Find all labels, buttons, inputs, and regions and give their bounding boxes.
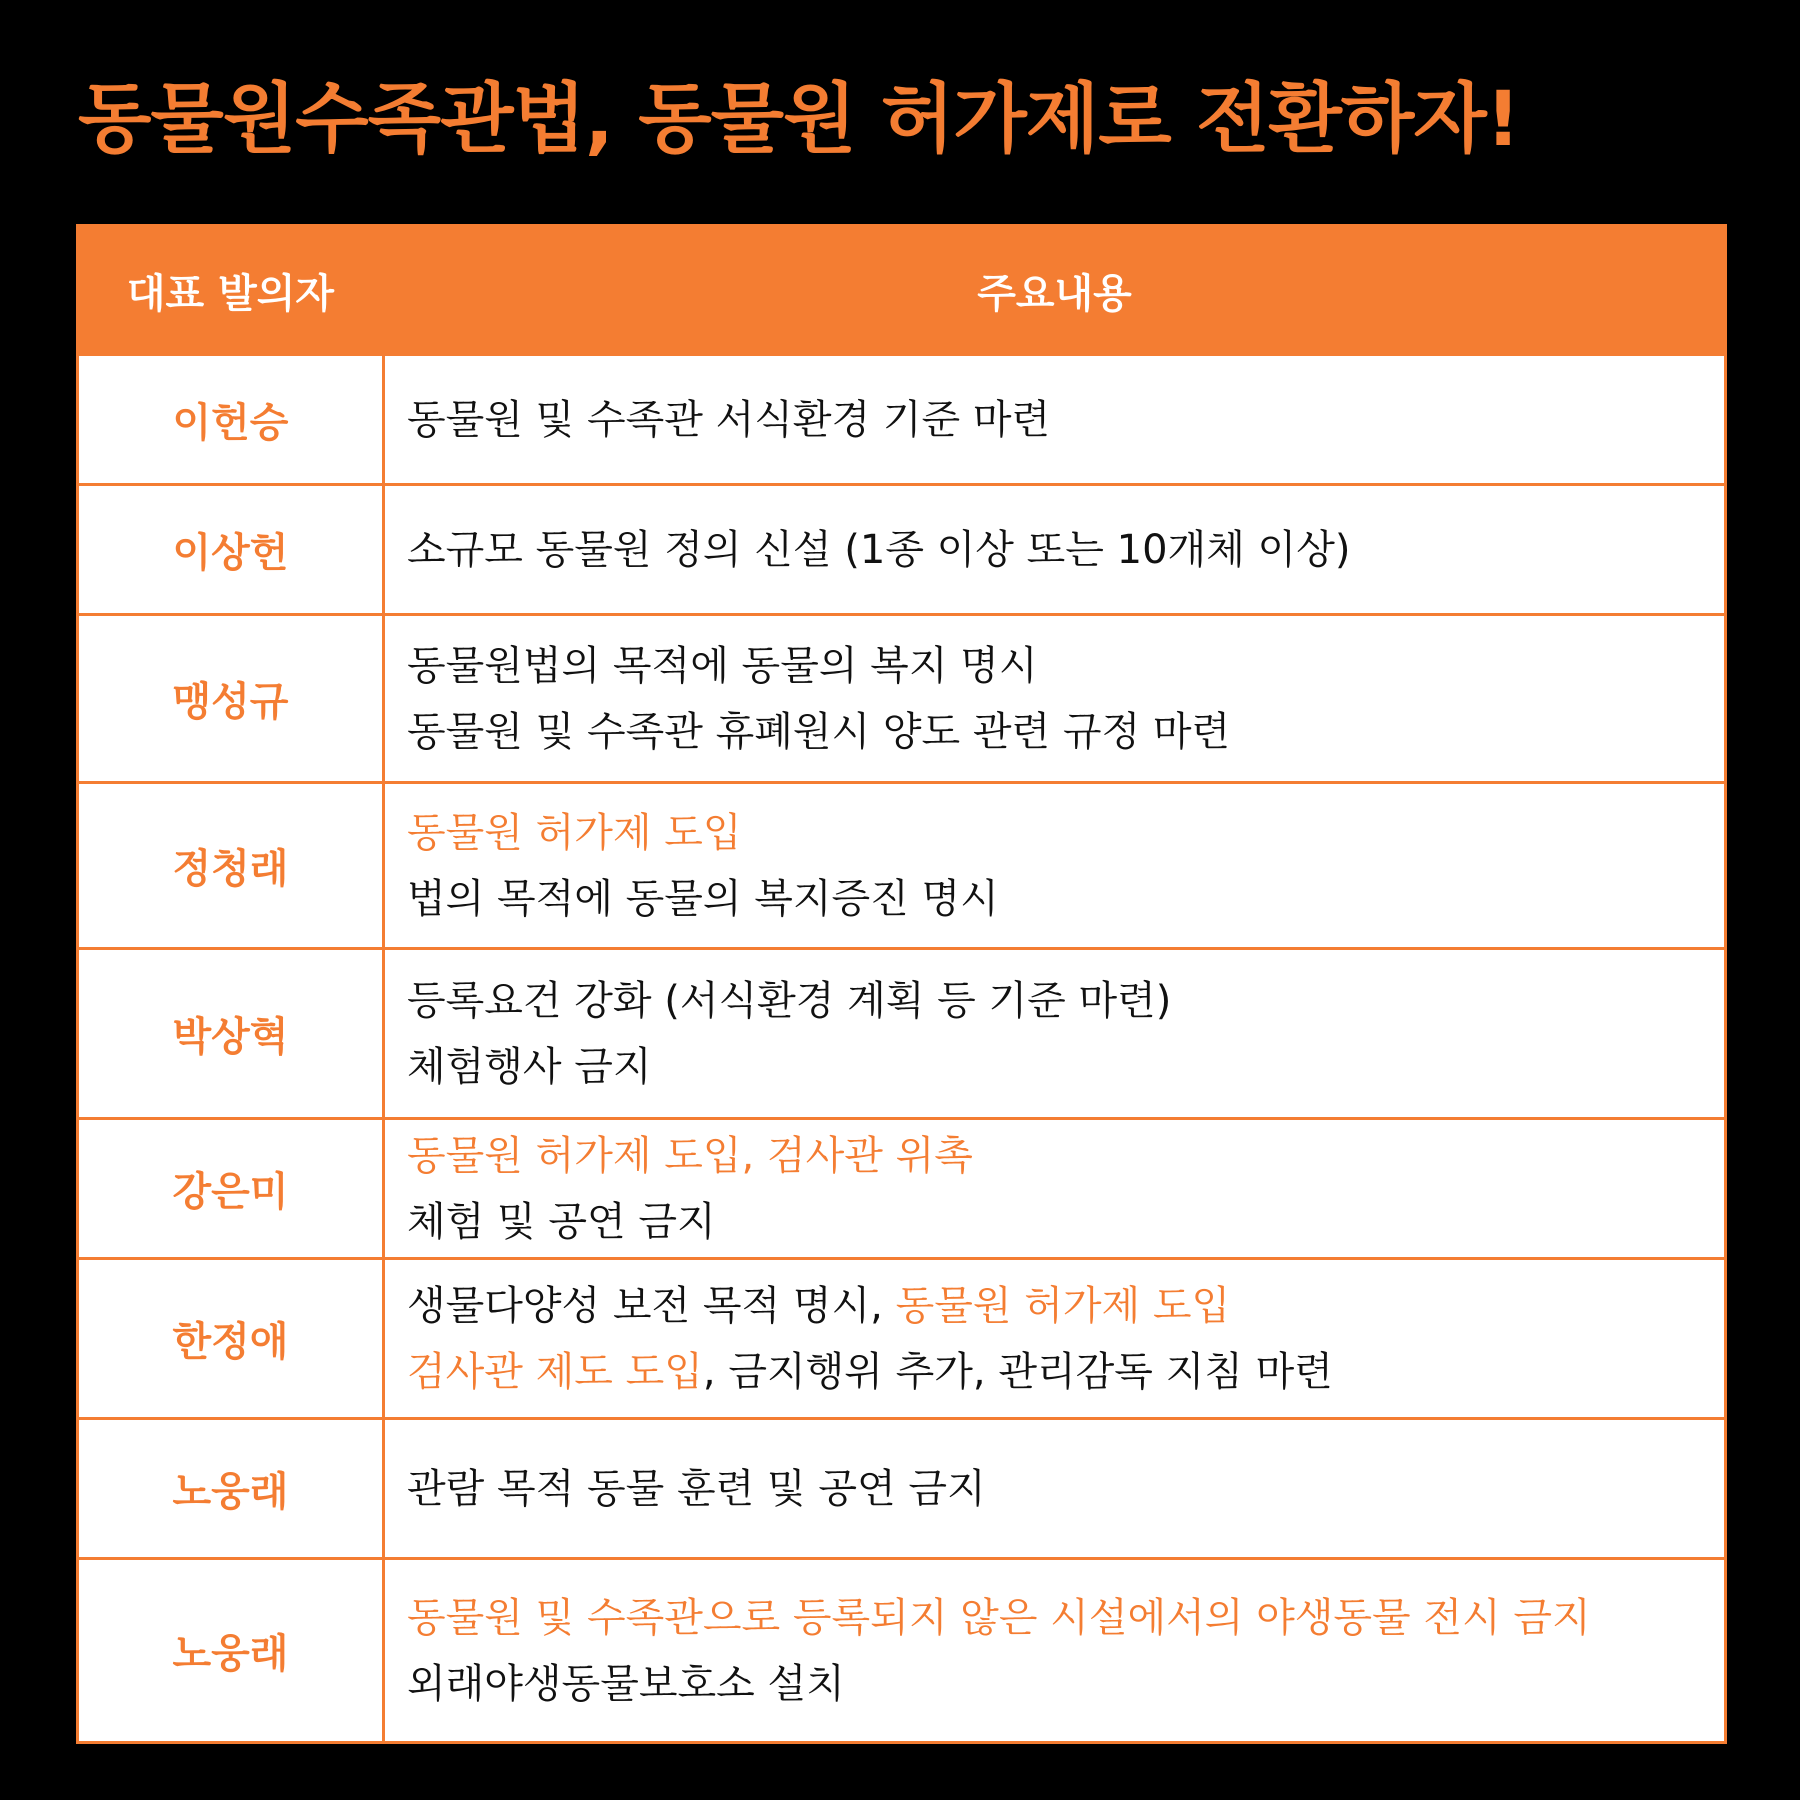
- page-title: 동물원수족관법, 동물원 허가제로 전환하자!: [78, 74, 1520, 163]
- table-row: [78, 949, 1726, 1119]
- proposer-name: 이상헌: [78, 485, 384, 615]
- content-line: [407, 633, 1723, 699]
- highlighted-text: 동물원 및 수족관으로 등록되지 않은 시설에서의 야생동물 전시 금지: [407, 1594, 1591, 1641]
- content-text: 동물원 및 수족관 서식환경 기준 마련: [407, 396, 1051, 443]
- content-text: 체험행사 금지: [407, 1043, 652, 1090]
- table-row: [78, 1119, 1726, 1259]
- content-line: [407, 866, 1723, 932]
- bill-content: [384, 1119, 1726, 1259]
- header-proposer: 대표 발의자: [78, 226, 384, 355]
- content-line: [407, 1189, 1723, 1255]
- content-text: 동물원 및 수족관 휴폐원시 양도 관련 규정 마련: [407, 708, 1231, 755]
- proposer-name: 맹성규: [78, 615, 384, 783]
- table-row: [78, 1259, 1726, 1419]
- content-text: 생물다양성 보전 목적 명시,: [407, 1282, 896, 1329]
- bill-content: [384, 615, 1726, 783]
- bill-content: [384, 1559, 1726, 1743]
- proposer-name: 정청래: [78, 783, 384, 949]
- proposer-name: 노웅래: [78, 1419, 384, 1559]
- content-line: [407, 1034, 1723, 1100]
- content-line: [407, 1585, 1723, 1651]
- content-line: [407, 517, 1723, 583]
- content-text: , 금지행위 추가, 관리감독 지침 마련: [702, 1348, 1333, 1395]
- content-line: [407, 699, 1723, 765]
- proposer-name: 박상혁: [78, 949, 384, 1119]
- table-row: [78, 615, 1726, 783]
- content-line: [407, 800, 1723, 866]
- content-text: 법의 목적에 동물의 복지증진 명시: [407, 875, 999, 922]
- content-text: 관람 목적 동물 훈련 및 공연 금지: [407, 1465, 986, 1512]
- table-row: [78, 783, 1726, 949]
- content-text: 등록요건 강화 (서식환경 계획 등 기준 마련): [407, 977, 1172, 1024]
- highlighted-text: 동물원 허가제 도입: [895, 1282, 1231, 1329]
- highlighted-text: 검사관 제도 도입: [407, 1348, 703, 1395]
- bill-content: [384, 949, 1726, 1119]
- proposer-name: 이헌승: [78, 355, 384, 485]
- highlighted-text: 동물원 허가제 도입: [407, 809, 742, 856]
- proposer-name: 한정애: [78, 1259, 384, 1419]
- proposer-name: 노웅래: [78, 1559, 384, 1743]
- bill-content: [384, 1419, 1726, 1559]
- content-line: [407, 387, 1723, 453]
- table-row: [78, 1559, 1726, 1743]
- content-line: [407, 1123, 1723, 1189]
- proposer-name: 강은미: [78, 1119, 384, 1259]
- content-text: 외래야생동물보호소 설치: [407, 1660, 845, 1707]
- bill-table: [76, 224, 1727, 1744]
- content-line: [407, 968, 1723, 1034]
- content-text: 동물원법의 목적에 동물의 복지 명시: [407, 642, 1038, 689]
- content-line: [407, 1456, 1723, 1522]
- content-line: [407, 1339, 1723, 1405]
- content-line: [407, 1273, 1723, 1339]
- bill-content: [384, 485, 1726, 615]
- bill-content: [384, 355, 1726, 485]
- content-text: 소규모 동물원 정의 신설 (1종 이상 또는 10개체 이상): [407, 526, 1351, 573]
- table-header-row: [78, 226, 1726, 355]
- highlighted-text: 동물원 허가제 도입, 검사관 위촉: [407, 1132, 973, 1179]
- header-content: 주요내용: [384, 226, 1726, 355]
- content-line: [407, 1651, 1723, 1717]
- table-row: [78, 1419, 1726, 1559]
- bill-content: [384, 1259, 1726, 1419]
- content-text: 체험 및 공연 금지: [407, 1198, 716, 1245]
- bill-content: [384, 783, 1726, 949]
- table-row: [78, 355, 1726, 485]
- table-row: [78, 485, 1726, 615]
